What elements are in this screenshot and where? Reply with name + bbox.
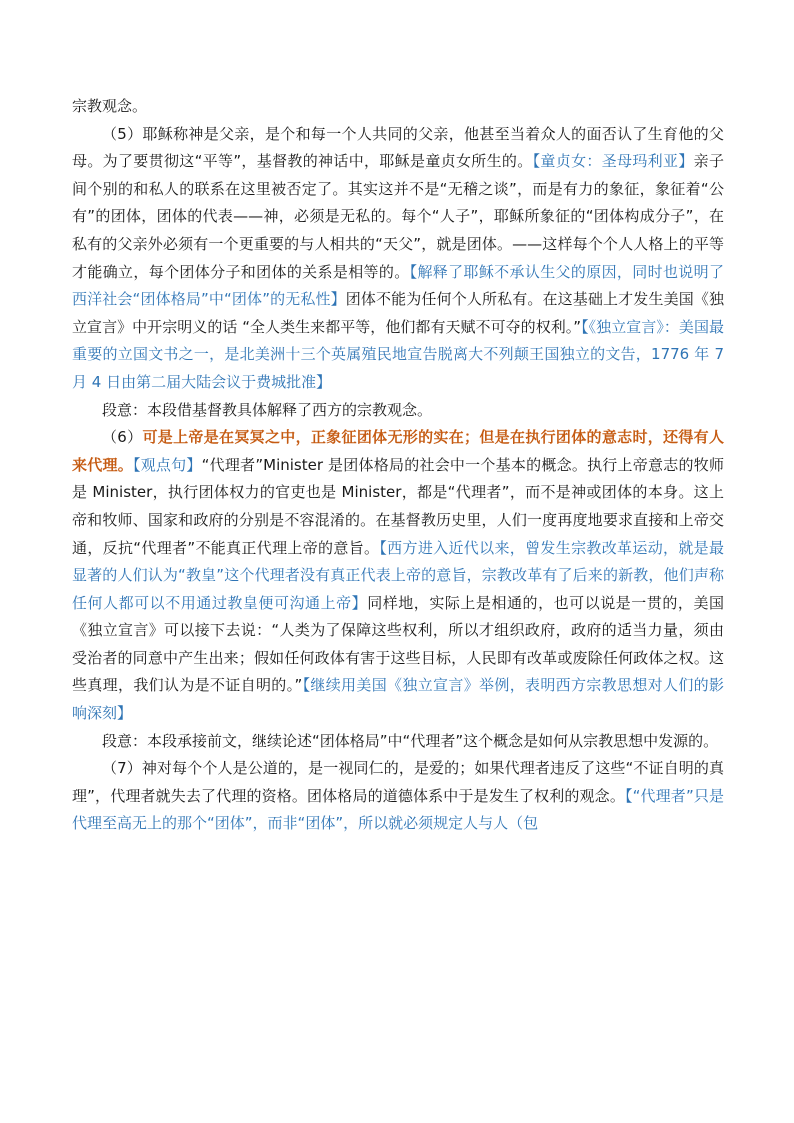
annotation: 【继续用美国《独立宣言》举例，表明西方宗教思想对人们的影响深刻】 bbox=[72, 676, 724, 723]
document-page bbox=[72, 93, 724, 838]
paragraph-summary-5 bbox=[72, 397, 724, 425]
annotation: 【《独立宣言》：美国最重要的立国文书之一，是北美洲十三个英属殖民地宣告脱离大不列颠王国独立的文告，1776 年 7 月 4 日由第二届大陆会议于费城批准】 bbox=[72, 317, 724, 391]
body-text: （5）耶稣称神是父亲，是个和每一个人共同的父亲，他甚至当着众人的面否认了生育他的父母。为了要贯彻这“平等”，基督教的神话中，耶稣是童贞女所生的。 bbox=[72, 124, 724, 171]
paragraph-continuation bbox=[72, 93, 724, 121]
annotation: 【童贞女：圣母玛利亚】 bbox=[532, 152, 694, 171]
body-text: 亲子间个别的和私人的联系在这里被否定了。其实这并不是“无稽之谈”，而是有力的象征，象征着“公有”的团体，团体的代表——神，必须是无私的。每个“人子”，耶稣所象征的“团体构成分子”，在私有的父亲外必须有一个更重要的与人相共的“天父”，就是团体。——这样每个个人人格上的平等才能确立，每个团体分子和团体的关系是相等的。 bbox=[72, 152, 724, 281]
body-text: （7）神对每个个人是公道的，是一视同仁的，是爱的；如果代理者违反了这些“不证自明的真理”，代理者就失去了代理的资格。团体格局的道德体系中于是发生了权利的观念。 bbox=[72, 759, 724, 805]
body-text: “代理者”Minister 是团体格局的社会中一个基本的概念。执行上帝意志的牧师是 Minister，执行团体权力的官吏也是 Minister，都是“代理者”，而不是神或团体的本身。这上帝和牧师、国家和政府的分别是不容混淆的。在基督教历史里，人们一度再度地要求直接和上帝交通，反抗“代理者”不能真正代理上帝的意旨。 bbox=[72, 455, 724, 557]
annotation: 【“代理者”只是代理至高无上的那个“团体”，而非“团体”，所以就必须规定人与人（包 bbox=[72, 786, 724, 833]
highlighted-thesis: 可是上帝是在冥冥之中，正象征团体无形的实在；但是在执行团体的意志时，还得有人来代理。 bbox=[72, 428, 724, 474]
annotation: 【观点句】 bbox=[132, 455, 202, 474]
paragraph-summary-6 bbox=[72, 728, 724, 756]
annotation: 【西方进入近代以来，曾发生宗教改革运动，就是最显著的人们认为“教皇”这个代理者没有真正代表上帝的意旨，宗教改革有了后来的新教，他们声称任何人都可以不用通过教皇便可沟通上帝】 bbox=[72, 538, 724, 612]
paragraph-6 bbox=[72, 424, 724, 728]
paragraph-7 bbox=[72, 755, 724, 838]
body-text: 宗教观念。 bbox=[72, 97, 148, 115]
summary-text: 段意：本段借基督教具体解释了西方的宗教观念。 bbox=[102, 400, 433, 419]
body-text: 同样地，实际上是相通的，也可以说是一贯的，美国《独立宣言》可以接下去说：“人类为了保障这些权利，所以才组织政府，政府的适当力量，须由受治者的同意中产生出来；假如任何政体有害于这些目标，人民即有改革或废除任何政体之权。这些真理，我们认为是不证自明的。” bbox=[72, 593, 724, 695]
paragraph-5 bbox=[72, 121, 724, 397]
annotation: 【解释了耶稣不承认生父的原因，同时也说明了西洋社会“团体格局”中“团体”的无私性】 bbox=[72, 262, 724, 309]
paragraph-number: （6） bbox=[102, 428, 143, 447]
body-text: 团体不能为任何个人所私有。在这基础上才发生美国《独立宣言》中开宗明义的话 “全人类生来都平等，他们都有天赋不可夺的权利。” bbox=[72, 290, 724, 336]
summary-text: 段意：本段承接前文，继续论述“团体格局”中“代理者”这个概念是如何从宗教思想中发源的。 bbox=[102, 731, 719, 750]
